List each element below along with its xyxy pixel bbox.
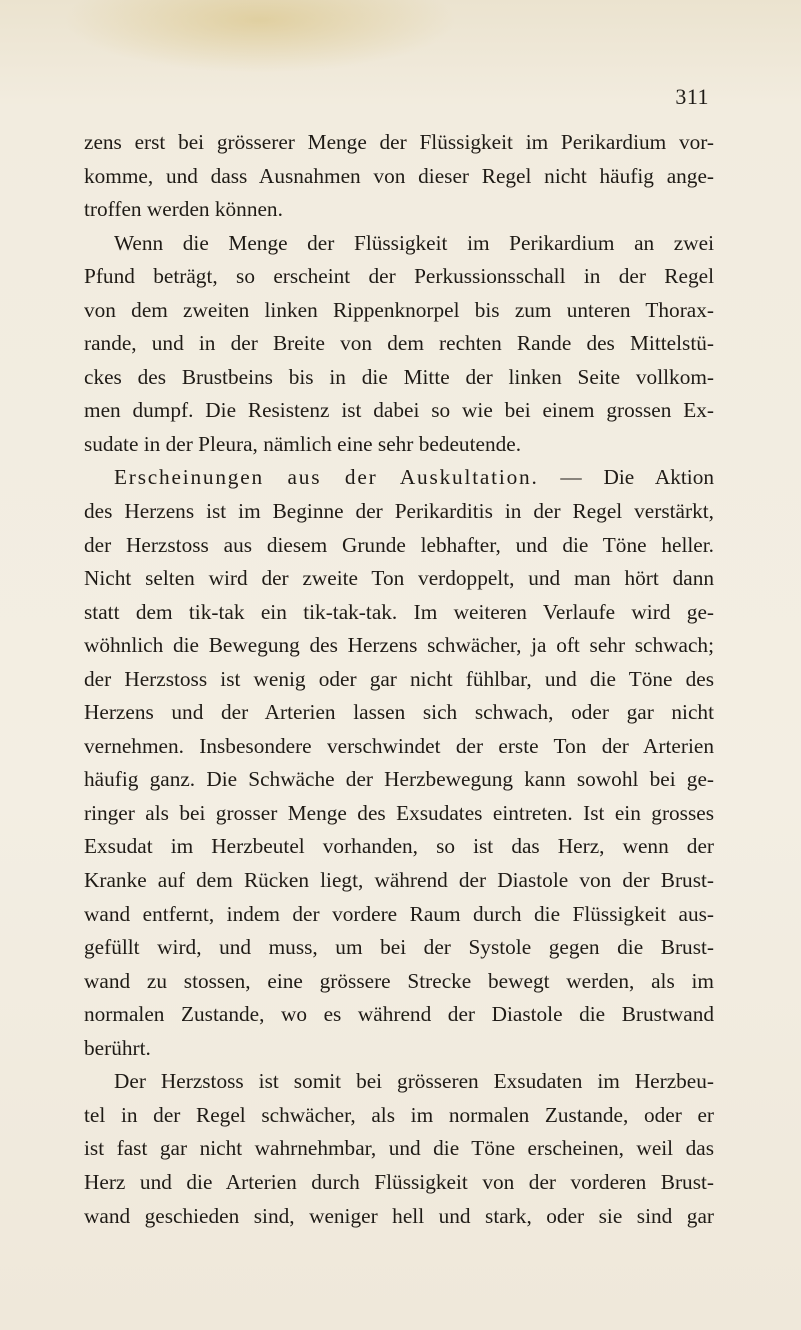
text-line: Exsudat im Herzbeutel vorhanden, so ist das Herz, wenn der <box>84 834 714 859</box>
text-line: men dumpf. Die Resistenz ist dabei so wie bei einem grossen Ex- <box>84 398 714 423</box>
text-line: Herz und die Arterien durch Flüssigkeit von der vorderen Brust- <box>84 1169 714 1194</box>
text-line: von dem zweiten linken Rippenknorpel bis zum unteren Thorax- <box>84 297 714 322</box>
text-line: wand entfernt, indem der vordere Raum durch die Flüssigkeit aus- <box>84 901 714 926</box>
text-line: tel in der Regel schwächer, als im normalen Zustande, oder er <box>84 1102 714 1127</box>
text-line: berührt. <box>84 1035 151 1060</box>
text-line: zens erst bei grösserer Menge der Flüssigkeit im Perikardium vor- <box>84 130 714 154</box>
text-line: Pfund beträgt, so erscheint der Perkussionsschall in der Regel <box>84 264 714 289</box>
text-line: häufig ganz. Die Schwäche der Herzbewegung kann sowohl bei ge- <box>84 767 714 792</box>
text-line: ringer als bei grosser Menge des Exsudates eintreten. Ist ein grosses <box>84 800 714 825</box>
text-run: — Die Aktion <box>538 465 714 490</box>
text-line: der Herzstoss ist wenig oder gar nicht fühlbar, und die Töne des <box>84 666 714 691</box>
section-heading: Erscheinungen aus der Auskultation. <box>114 465 539 490</box>
text-line: Wenn die Menge der Flüssigkeit im Perikardium an zwei <box>114 230 714 255</box>
text-line: Der Herzstoss ist somit bei grösseren Exsudaten im Herzbeu- <box>114 1069 714 1094</box>
text-line: Herzens und der Arterien lassen sich schwach, oder gar nicht <box>84 700 714 725</box>
text-line: der Herzstoss aus diesem Grunde lebhafter, und die Töne heller. <box>84 532 714 557</box>
text-line: ckes des Brustbeins bis in die Mitte der linken Seite vollkom- <box>84 364 714 389</box>
text-line: troffen werden können. <box>84 197 283 222</box>
text-line: sudate in der Pleura, nämlich eine sehr bedeutende. <box>84 431 522 456</box>
text-line: komme, und dass Ausnahmen von dieser Regel nicht häufig ange- <box>84 163 714 188</box>
text-line: statt dem tik-tak ein tik-tak-tak. Im weiteren Verlaufe wird ge- <box>84 599 714 624</box>
text-line: normalen Zustande, wo es während der Diastole die Brustwand <box>84 1002 714 1027</box>
text-line: Kranke auf dem Rücken liegt, während der Diastole von der Brust- <box>84 868 714 893</box>
body-text <box>84 126 714 1233</box>
text-line: ist fast gar nicht wahrnehmbar, und die Töne erscheinen, weil das <box>84 1136 714 1161</box>
text-line: Nicht selten wird der zweite Ton verdoppelt, und man hört dann <box>84 566 714 591</box>
text-line: des Herzens ist im Beginne der Perikarditis in der Regel verstärkt, <box>84 499 714 524</box>
page-number: 311 <box>675 84 709 109</box>
text-line: wöhnlich die Bewegung des Herzens schwächer, ja oft sehr schwach; <box>84 633 714 658</box>
text-line: gefüllt wird, und muss, um bei der Systole gegen die Brust- <box>84 935 714 960</box>
text-line: vernehmen. Insbesondere verschwindet der erste Ton der Arterien <box>84 733 714 758</box>
text-line: wand zu stossen, eine grössere Strecke bewegt werden, als im <box>84 968 714 993</box>
text-line: wand geschieden sind, weniger hell und stark, oder sie sind gar <box>84 1203 714 1228</box>
text-line: rande, und in der Breite von dem rechten Rande des Mittelstü- <box>84 331 714 356</box>
section-heading-line <box>84 461 714 495</box>
